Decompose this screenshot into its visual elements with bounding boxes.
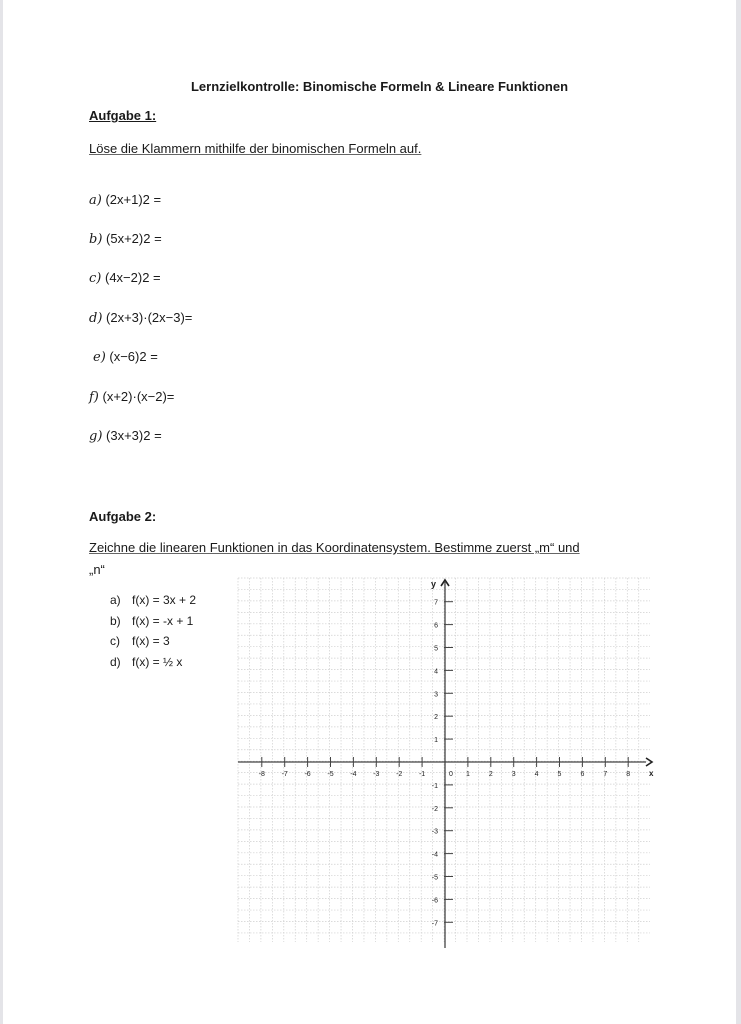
y-tick-label: -2 <box>431 805 438 813</box>
task1-instruction: Löse die Klammern mithilfe der binomischen Formeln auf. <box>89 141 422 156</box>
y-tick-label: -3 <box>431 828 438 836</box>
task1-item-f: f) (x+2)·(x−2)= <box>89 389 175 405</box>
y-tick-label: 5 <box>434 645 438 653</box>
y-tick-label: -5 <box>431 874 438 882</box>
grid <box>238 578 650 942</box>
x-tick-label: -2 <box>396 771 403 778</box>
x-tick-label: -3 <box>373 771 380 778</box>
task1-item-b: b) (5x+2)2 = <box>89 231 162 247</box>
function-item-b: b) f(x) = -x + 1 <box>110 613 194 628</box>
x-tick-label: 1 <box>465 771 470 778</box>
task1-item-c: c) (4x−2)2 = <box>89 270 161 286</box>
x-tick-label: -7 <box>281 771 288 778</box>
x-axis-arrow-icon <box>646 758 652 766</box>
y-tick-label: -1 <box>431 782 438 790</box>
task1-item-e: e) (x−6)2 = <box>93 349 158 365</box>
function-item-c: c) f(x) = 3 <box>110 634 170 648</box>
x-axis-label: x <box>649 769 654 778</box>
task1-item-g: g) (3x+3)2 = <box>89 428 162 444</box>
x-tick-label: -4 <box>350 771 357 778</box>
y-tick-label: 1 <box>434 737 438 745</box>
task1-heading: Aufgabe 1: <box>89 108 157 123</box>
task2-heading: Aufgabe 2: <box>89 509 157 524</box>
x-tick-label: 5 <box>557 771 562 778</box>
task1-item-a: a) (2x+1)2 = <box>89 192 162 208</box>
y-tick-label: 2 <box>434 714 438 722</box>
task2-instruction-line2: „n“ <box>89 562 105 577</box>
y-tick-label: 3 <box>434 691 438 699</box>
function-item-a: a) f(x) = 3x + 2 <box>110 593 197 607</box>
x-tick-label: 0 <box>449 771 453 778</box>
y-tick-label: -4 <box>431 851 438 859</box>
x-tick-label: -8 <box>258 771 265 778</box>
x-tick-label: 2 <box>488 771 493 778</box>
y-tick-label: 7 <box>434 599 438 607</box>
task1-item-d: d) (2x+3)·(2x−3)= <box>89 310 193 326</box>
x-tick-label: -1 <box>418 771 426 778</box>
y-tick-label: 4 <box>434 668 438 676</box>
x-tick-label: -5 <box>327 771 334 778</box>
x-tick-label: 7 <box>603 771 608 778</box>
function-item-d: d) f(x) = ½ x <box>110 654 183 669</box>
y-tick-label: 6 <box>434 622 438 630</box>
document-title: Lernzielkontrolle: Binomische Formeln & Lineare Funktionen <box>190 79 569 94</box>
x-tick-label: 6 <box>580 771 585 778</box>
x-tick-label: -6 <box>304 771 311 778</box>
x-tick-label: 3 <box>511 771 516 778</box>
x-tick-label: 8 <box>626 771 631 778</box>
y-tick-label: -6 <box>431 897 438 905</box>
x-tick-label: 4 <box>534 771 539 778</box>
y-axis-label: y <box>431 579 437 589</box>
y-tick-label: -7 <box>431 920 438 928</box>
task2-instruction-line1: Zeichne die linearen Funktionen in das Koordinatensystem. Bestimme zuerst „m“ und <box>89 540 580 555</box>
